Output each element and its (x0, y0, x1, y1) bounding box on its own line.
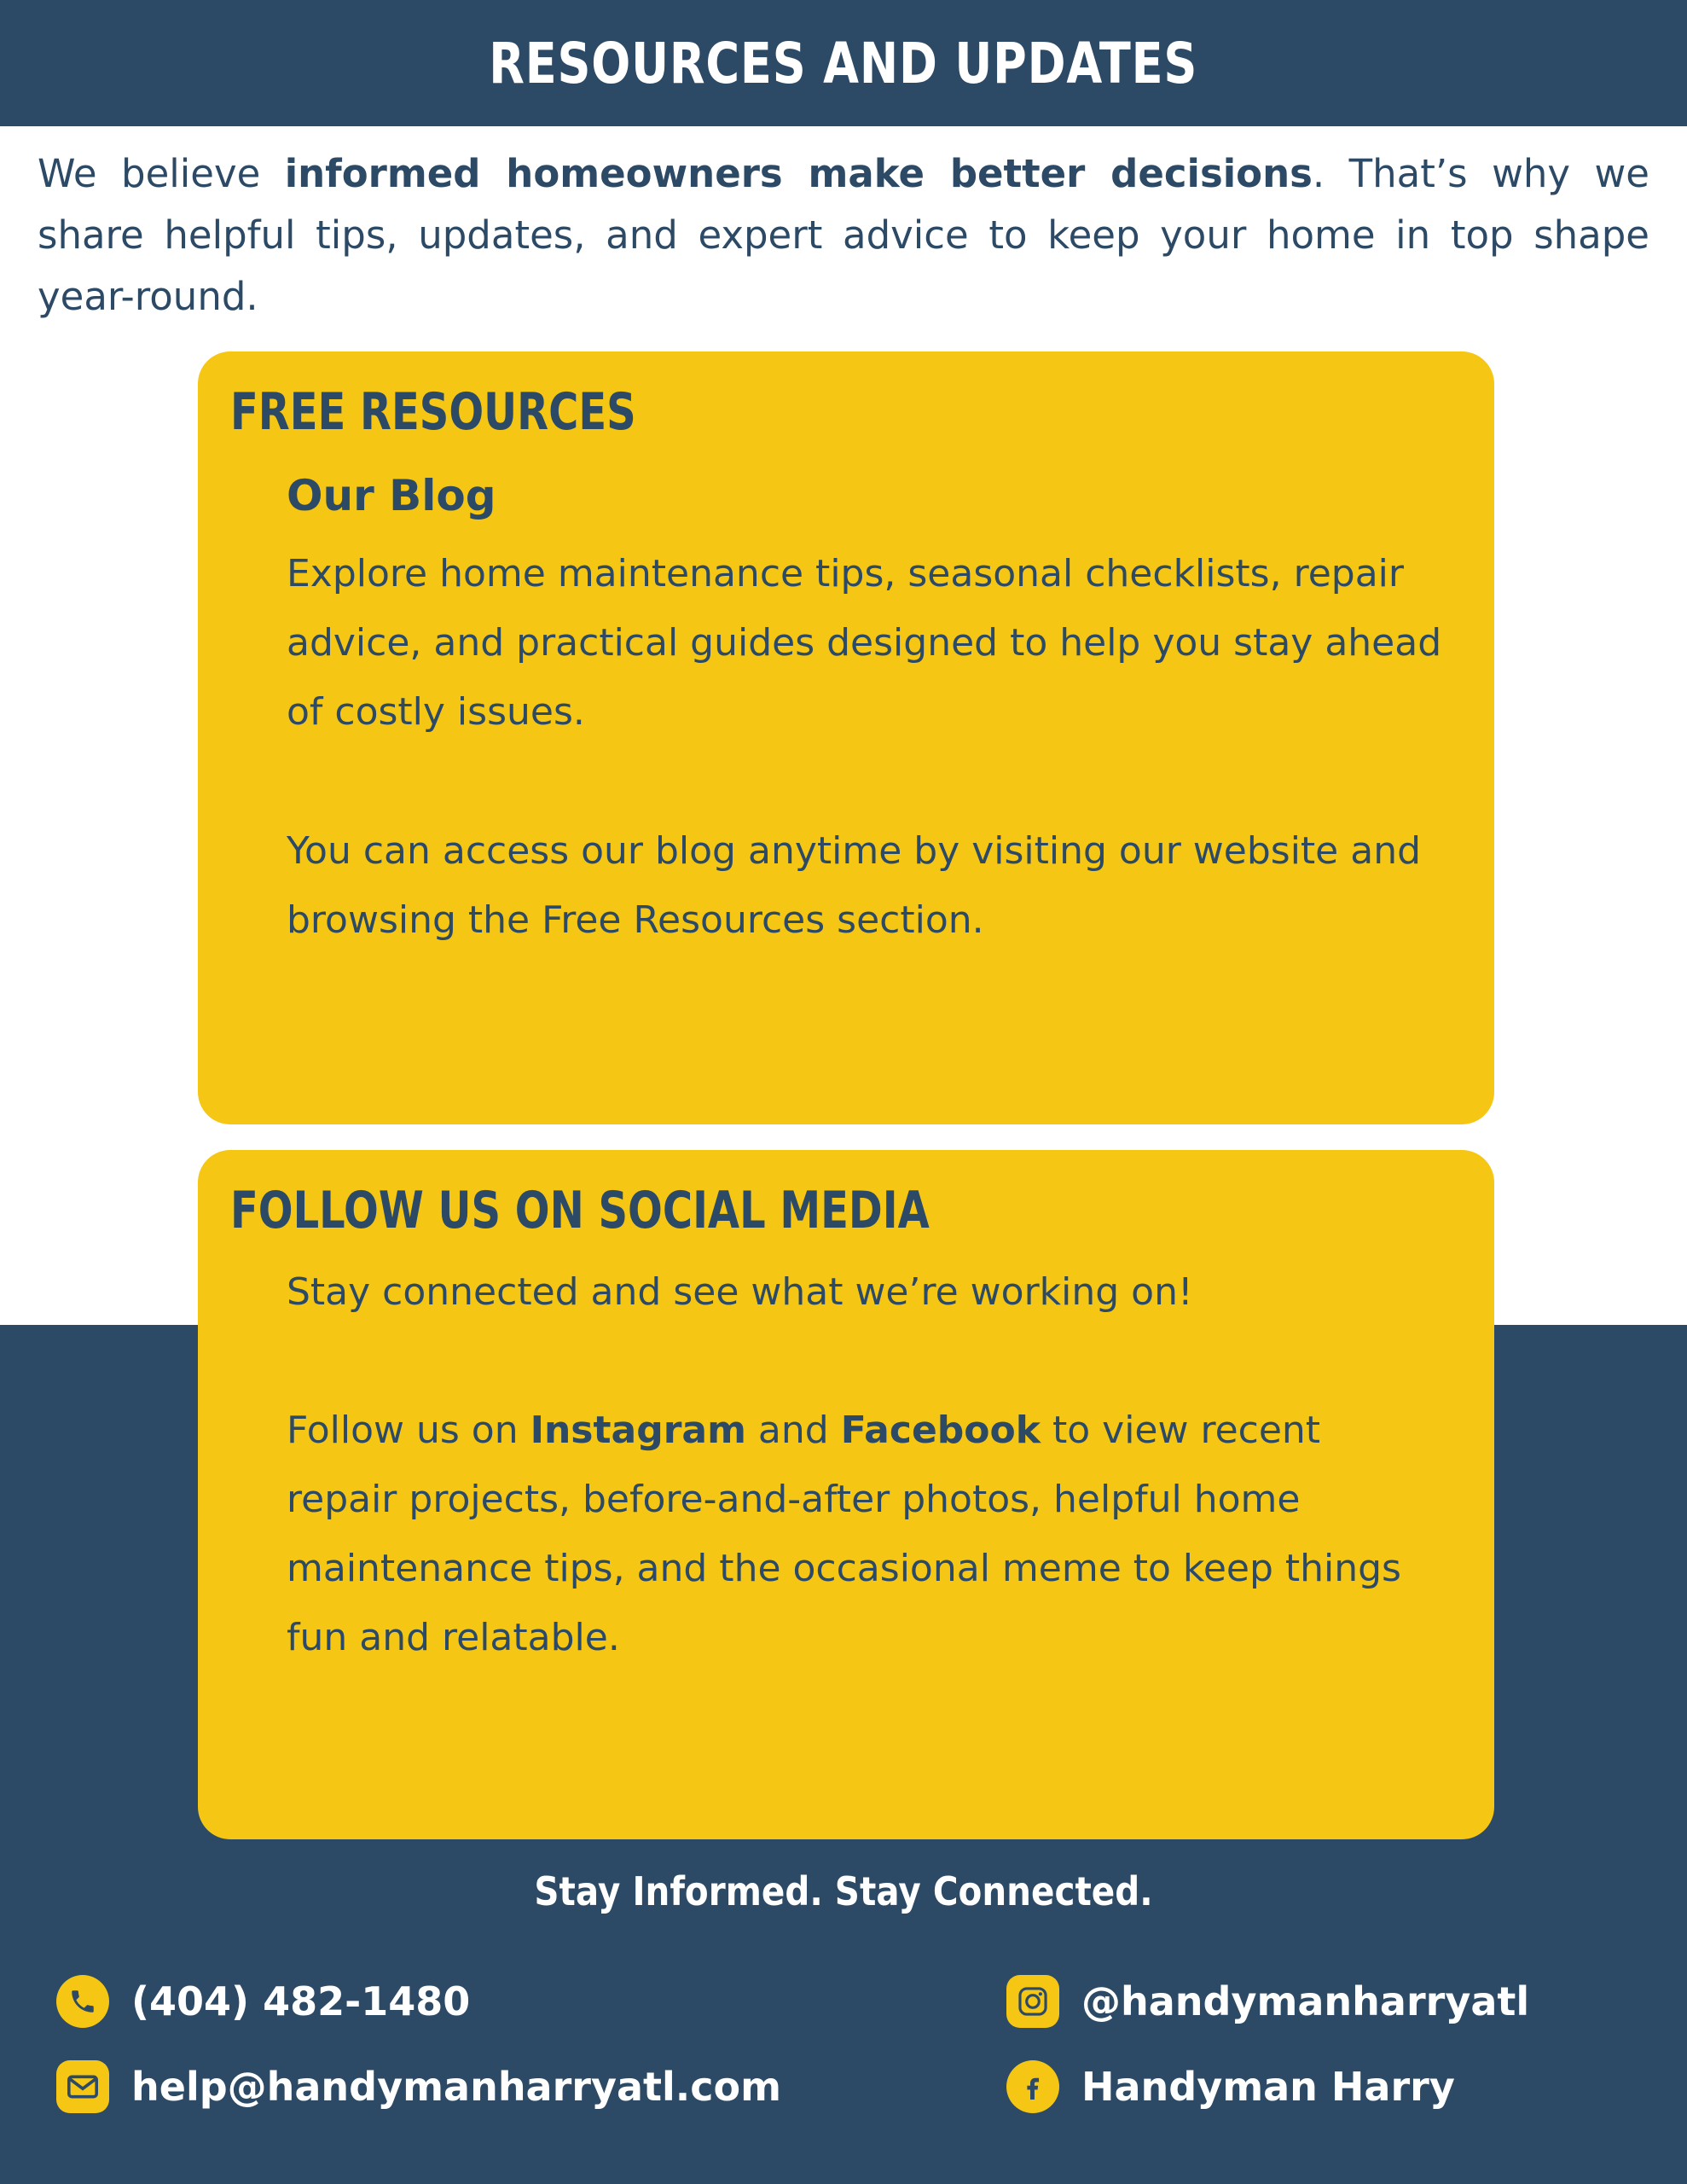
social-media-paragraph-1: Stay connected and see what we’re working on! (287, 1270, 1193, 1314)
social-p2-pre: Follow us on (287, 1409, 530, 1452)
contact-left-column (56, 1975, 781, 2113)
social-p2-instagram: Instagram (530, 1409, 746, 1452)
facebook-icon (1006, 2060, 1059, 2113)
instagram-icon (1006, 1975, 1059, 2028)
intro-text-bold: informed homeowners make better decisions (284, 151, 1313, 196)
intro-text-part2: . That’s why we share helpful tips, updates, and expert advice to keep your home in top shape year-round. (38, 151, 1649, 319)
social-p2-facebook: Facebook (840, 1409, 1041, 1452)
footer-tagline: Stay Informed. Stay Connected. (534, 1868, 1153, 1914)
intro-paragraph (38, 143, 1649, 328)
social-media-card (198, 1150, 1494, 1839)
phone-icon (56, 1975, 109, 2028)
page-title: RESOURCES AND UPDATES (489, 30, 1198, 96)
contact-instagram-row[interactable] (1006, 1975, 1529, 2028)
social-media-title: FOLLOW US ON SOCIAL MEDIA (230, 1181, 930, 1240)
free-resources-subtitle: Our Blog (287, 471, 496, 520)
social-p2-mid: and (745, 1409, 841, 1452)
contact-phone-row[interactable] (56, 1975, 781, 2028)
free-resources-paragraph-2: You can access our blog anytime by visiting our website and browsing the Free Resources section. (287, 829, 1422, 942)
social-media-paragraph-2 (287, 1396, 1429, 1672)
intro-text-part1: We believe (38, 151, 285, 196)
email-icon (56, 2060, 109, 2113)
free-resources-paragraph-1: Explore home maintenance tips, seasonal checklists, repair advice, and practical guides designed to help you stay ahead of costly issues. (287, 552, 1442, 734)
phone-number: (404) 482-1480 (131, 1978, 471, 2024)
email-address: help@handymanharryatl.com (131, 2064, 782, 2110)
contact-right-column (1006, 1975, 1529, 2113)
facebook-name: Handyman Harry (1081, 2064, 1455, 2110)
contact-email-row[interactable] (56, 2060, 781, 2113)
instagram-handle: @handymanharryatl (1081, 1978, 1530, 2024)
free-resources-card (198, 351, 1494, 1124)
header-band (0, 0, 1687, 126)
social-p2-post: to view recent repair projects, before-and-after photos, helpful home maintenance tips, and the occasional meme to keep things fun and relatable. (287, 1409, 1401, 1659)
free-resources-title: FREE RESOURCES (230, 382, 636, 442)
contact-facebook-row[interactable] (1006, 2060, 1529, 2113)
